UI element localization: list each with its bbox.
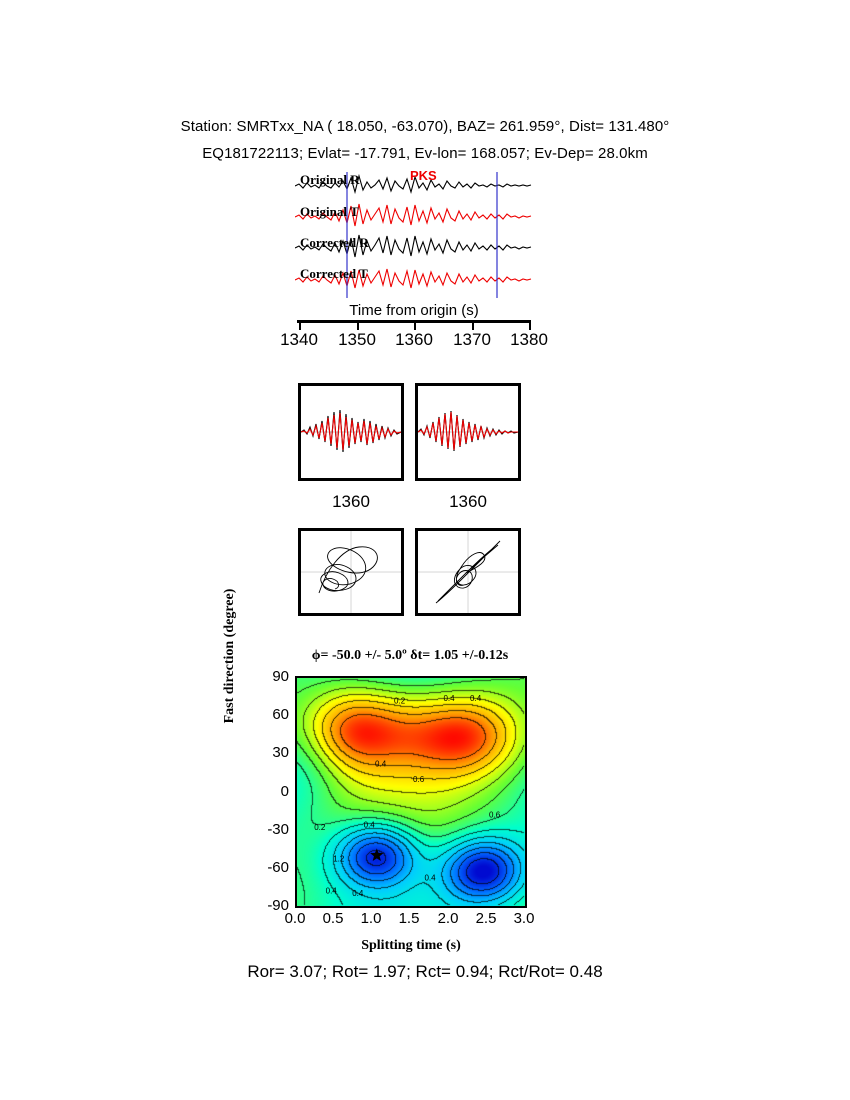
contour-level-label: 0.2 <box>314 823 326 832</box>
y-tick-label: 60 <box>272 706 289 723</box>
y-tick-label: -30 <box>267 821 289 838</box>
time-axis-tick <box>472 323 474 330</box>
contour-level-label: 0.4 <box>352 888 364 898</box>
zoom-tick-label-left: 1360 <box>332 492 370 511</box>
x-tick-label: 2.5 <box>475 910 497 927</box>
best-solution-star-marker <box>370 848 383 861</box>
zoom-waveform-box-right <box>415 383 521 481</box>
x-tick-label: 1.0 <box>360 910 382 927</box>
waveform-panel <box>295 168 533 302</box>
y-tick-label: -60 <box>267 859 289 876</box>
time-tick-label: 1350 <box>338 330 376 349</box>
particle-motion-plot-corrected <box>418 531 518 613</box>
contour-level-label: 0.2 <box>394 696 406 706</box>
x-axis-ticklabels <box>265 910 557 932</box>
x-tick-label: 0.0 <box>284 910 306 927</box>
splitting-parameters-title: ϕ= -50.0 +/- 5.0º δt= 1.05 +/-0.12s <box>311 648 509 663</box>
time-axis-tick <box>414 323 416 330</box>
particle-motion-box-right <box>415 528 521 616</box>
contour-level-label: 0.4 <box>363 820 375 830</box>
y-tick-label: -90 <box>267 897 289 914</box>
zoom-tick-label-right: 1360 <box>449 492 487 511</box>
particle-motion-plot-uncorrected <box>301 531 401 613</box>
x-tick-label: 0.5 <box>322 910 344 927</box>
x-tick-label: 1.5 <box>398 910 420 927</box>
y-axis-ticklabels <box>243 668 289 914</box>
y-axis-label: Fast direction (degree) <box>222 588 237 724</box>
quality-metrics-footer: Ror= 3.07; Rot= 1.97; Rct= 0.94; Rct/Rot= 0.48 <box>247 962 603 981</box>
trace-label-corrected-t: Corrected T <box>300 266 368 281</box>
trace-label-original-t: Original T <box>300 204 359 219</box>
time-tick-label: 1360 <box>395 330 433 349</box>
zoom-waveform-traces-left <box>301 386 401 478</box>
trace-label-original-r: Original R <box>300 172 360 187</box>
time-axis-tick <box>357 323 359 330</box>
y-tick-label: 90 <box>272 668 289 685</box>
particle-motion-box-left <box>298 528 404 616</box>
event-info-line: EQ181722113; Evlat= -17.791, Ev-lon= 168.057; Ev-Dep= 28.0km <box>202 145 648 162</box>
error-surface-plot <box>295 676 527 908</box>
time-axis-ticklabels <box>270 330 560 352</box>
phase-marker-label: PKS <box>410 168 437 183</box>
contour-level-label: 0.4 <box>424 873 436 883</box>
x-tick-label: 2.0 <box>437 910 459 927</box>
contour-level-label: 1.2 <box>333 854 345 864</box>
time-tick-label: 1340 <box>280 330 318 349</box>
contour-level-label: 0.4 <box>325 886 337 896</box>
x-axis-label: Splitting time (s) <box>361 938 461 953</box>
time-tick-label: 1380 <box>510 330 548 349</box>
contour-level-label: 0.6 <box>413 774 425 784</box>
contour-level-label: 0.6 <box>489 810 501 820</box>
zoom-waveform-traces-right <box>418 386 518 478</box>
time-tick-label: 1370 <box>453 330 491 349</box>
error-surface-overlay <box>297 678 525 906</box>
time-axis-title: Time from origin (s) <box>349 302 479 319</box>
time-axis-tick <box>299 323 301 330</box>
contour-level-label: 0.4 <box>443 693 455 703</box>
station-info-line: Station: SMRTxx_NA ( 18.050, -63.070), BAZ= 261.959°, Dist= 131.480° <box>180 118 670 135</box>
contour-level-label: 0.4 <box>375 759 387 769</box>
y-tick-label: 0 <box>280 783 289 800</box>
y-tick-label: 30 <box>272 744 289 761</box>
zoom-waveform-box-left <box>298 383 404 481</box>
trace-label-corrected-r: Corrected R <box>300 235 369 250</box>
contour-level-label: 0.4 <box>470 693 482 703</box>
time-axis-tick <box>529 323 531 330</box>
x-tick-label: 3.0 <box>513 910 535 927</box>
